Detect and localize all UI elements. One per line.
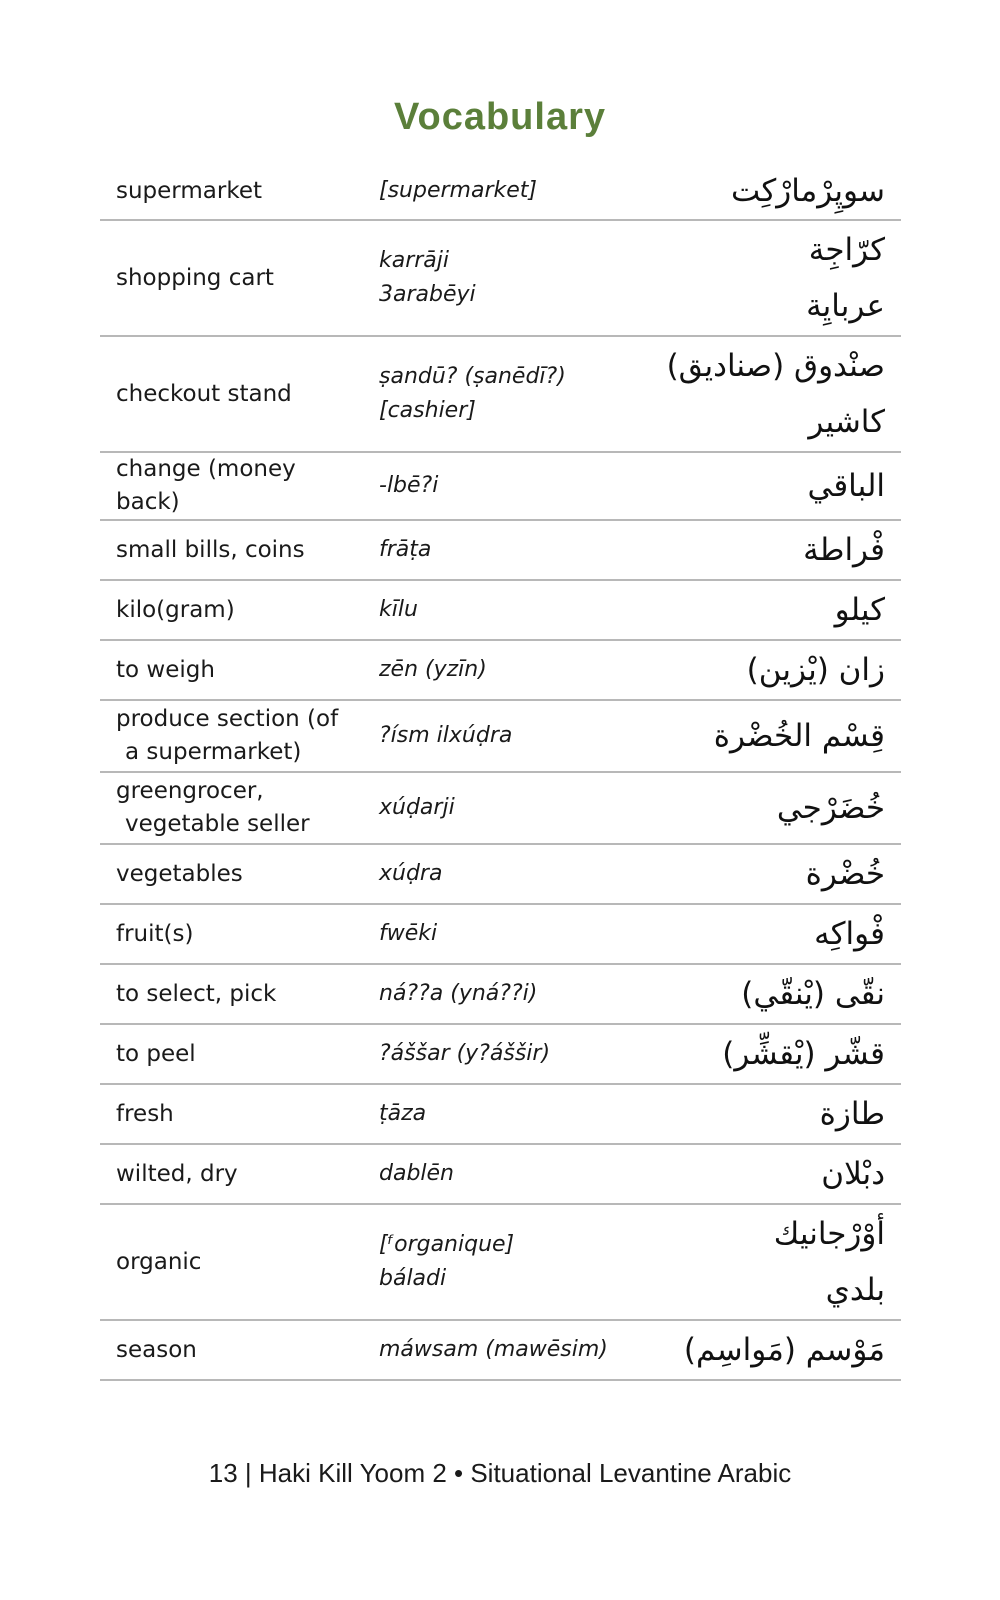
arabic-term: خُضَرْجي	[776, 790, 885, 826]
transliteration: xúḍra	[379, 861, 443, 886]
english-term-cell	[100, 220, 374, 336]
arabic-term-cell	[654, 1144, 901, 1204]
english-term: produce section (of	[116, 706, 339, 732]
english-term-cell	[100, 904, 374, 964]
english-term-cell	[100, 640, 374, 700]
vocab-row	[100, 520, 901, 580]
transliteration-cell	[374, 700, 654, 772]
english-term-cell	[100, 1144, 374, 1204]
arabic-term-cell	[654, 1024, 901, 1084]
arabic-term-cell	[654, 336, 901, 452]
english-term: to peel	[116, 1040, 196, 1067]
english-term: change (money back)	[116, 456, 296, 515]
vocab-row	[100, 904, 901, 964]
vocab-row	[100, 1320, 901, 1380]
vocab-row	[100, 700, 901, 772]
transliteration-cell	[374, 1144, 654, 1204]
english-term-cell	[100, 700, 374, 772]
vocab-row	[100, 163, 901, 220]
arabic-term-cell	[654, 844, 901, 904]
vocab-row	[100, 1084, 901, 1144]
arabic-term-cell	[654, 580, 901, 640]
transliteration: [supermarket]	[379, 178, 537, 203]
arabic-term: عربايِة	[806, 288, 885, 324]
transliteration-cell	[374, 1204, 654, 1320]
english-term: vegetable seller	[125, 811, 310, 837]
transliteration-cell	[374, 844, 654, 904]
english-term: fruit(s)	[116, 920, 194, 947]
english-term-cell	[100, 1084, 374, 1144]
transliteration-cell	[374, 336, 654, 452]
english-term-cell	[100, 452, 374, 520]
vocab-row	[100, 452, 901, 520]
arabic-term: قشّر (يْقشِّر)	[722, 1036, 885, 1072]
transliteration: ná??a (yná??i)	[379, 981, 538, 1006]
transliteration-cell	[374, 452, 654, 520]
arabic-term-cell	[654, 1204, 901, 1320]
english-term-cell	[100, 580, 374, 640]
english-term-cell	[100, 1024, 374, 1084]
arabic-term-cell	[654, 1084, 901, 1144]
transliteration: -lbē?i	[379, 473, 439, 498]
transliteration: xúḍarji	[379, 795, 455, 820]
vocab-row	[100, 1024, 901, 1084]
arabic-term: بلدي	[825, 1272, 885, 1308]
transliteration-cell	[374, 640, 654, 700]
vocabulary-table	[100, 163, 901, 1381]
arabic-term-cell	[654, 1320, 901, 1380]
transliteration-cell	[374, 904, 654, 964]
arabic-term-cell	[654, 904, 901, 964]
english-term-cell	[100, 336, 374, 452]
transliteration-cell	[374, 772, 654, 844]
english-term: shopping cart	[116, 264, 274, 291]
transliteration-cell	[374, 1320, 654, 1380]
transliteration: 3arabēyi	[379, 282, 476, 307]
transliteration-cell	[374, 580, 654, 640]
vocab-row	[100, 772, 901, 844]
arabic-term: صنْدوق (صناديق)	[666, 348, 885, 384]
transliteration-cell	[374, 520, 654, 580]
page-title: Vocabulary	[393, 96, 607, 138]
english-term-cell	[100, 1320, 374, 1380]
arabic-term-cell	[654, 163, 901, 220]
arabic-term: طازة	[819, 1096, 885, 1132]
transliteration: máwsam (mawēsim)	[379, 1337, 608, 1362]
transliteration-cell	[374, 1084, 654, 1144]
english-term-cell	[100, 844, 374, 904]
transliteration: karrāji	[379, 248, 450, 273]
english-term: small bills, coins	[116, 536, 305, 563]
arabic-term: دبْلان	[821, 1156, 885, 1192]
transliteration: ?áššar (y?áššir)	[379, 1041, 551, 1066]
page-footer: 13 | Haki Kill Yoom 2 • Situational Levantine Arabic	[208, 1458, 792, 1488]
english-term: wilted, dry	[116, 1160, 238, 1187]
english-term: greengrocer,	[116, 778, 264, 804]
vocab-row	[100, 844, 901, 904]
arabic-term: كيلو	[834, 592, 885, 628]
arabic-term: الباقي	[807, 468, 885, 504]
vocab-row	[100, 220, 901, 336]
english-term: organic	[116, 1248, 202, 1275]
english-term: vegetables	[116, 860, 243, 887]
english-term: a supermarket)	[125, 739, 302, 765]
english-term-cell	[100, 1204, 374, 1320]
transliteration: [ᶠorganique]	[379, 1232, 515, 1257]
arabic-term-cell	[654, 772, 901, 844]
vocab-row	[100, 640, 901, 700]
vocab-row	[100, 336, 901, 452]
vocab-row	[100, 964, 901, 1024]
transliteration: fwēki	[379, 921, 438, 946]
vocab-row	[100, 1144, 901, 1204]
transliteration: ṣandū? (ṣanēdī?)	[379, 364, 566, 389]
arabic-term-cell	[654, 700, 901, 772]
transliteration: báladi	[379, 1266, 447, 1291]
arabic-term: فْواكِه	[814, 916, 885, 952]
arabic-term-cell	[654, 220, 901, 336]
english-term-cell	[100, 520, 374, 580]
transliteration: kīlu	[379, 597, 418, 622]
english-term: fresh	[116, 1100, 174, 1127]
transliteration-cell	[374, 163, 654, 220]
arabic-term: أوْرْجانيك	[773, 1216, 885, 1252]
english-term: to select, pick	[116, 980, 277, 1007]
arabic-term: خُضْرة	[805, 856, 885, 892]
transliteration: zēn (yzīn)	[379, 657, 487, 682]
english-term-cell	[100, 163, 374, 220]
arabic-term: مَوْسم (مَواسِم)	[683, 1332, 885, 1368]
arabic-term-cell	[654, 452, 901, 520]
arabic-term: قِسْم الخُضْرة	[713, 718, 885, 754]
transliteration-cell	[374, 220, 654, 336]
arabic-term: كاشير	[808, 404, 885, 440]
english-term-cell	[100, 964, 374, 1024]
transliteration: frāṭa	[379, 537, 432, 562]
arabic-term-cell	[654, 520, 901, 580]
arabic-term: زان (يْزين)	[746, 652, 885, 688]
vocab-row	[100, 580, 901, 640]
transliteration: [cashier]	[379, 398, 476, 423]
arabic-term: سوپِرْمارْكِت	[731, 173, 885, 209]
english-term: checkout stand	[116, 380, 292, 407]
transliteration: ?ísm ilxúḍra	[379, 723, 513, 748]
transliteration-cell	[374, 1024, 654, 1084]
transliteration: ṭāza	[379, 1101, 427, 1126]
english-term: supermarket	[116, 177, 262, 204]
arabic-term: كرّاجِة	[808, 232, 885, 268]
arabic-term-cell	[654, 640, 901, 700]
arabic-term: نقّى (يْنقّي)	[741, 976, 885, 1012]
arabic-term: فْراطة	[803, 532, 885, 568]
vocab-row	[100, 1204, 901, 1320]
arabic-term-cell	[654, 964, 901, 1024]
transliteration: dablēn	[379, 1161, 455, 1186]
english-term: season	[116, 1336, 197, 1363]
english-term: to weigh	[116, 656, 215, 683]
english-term: kilo(gram)	[116, 596, 235, 623]
transliteration-cell	[374, 964, 654, 1024]
english-term-cell	[100, 772, 374, 844]
